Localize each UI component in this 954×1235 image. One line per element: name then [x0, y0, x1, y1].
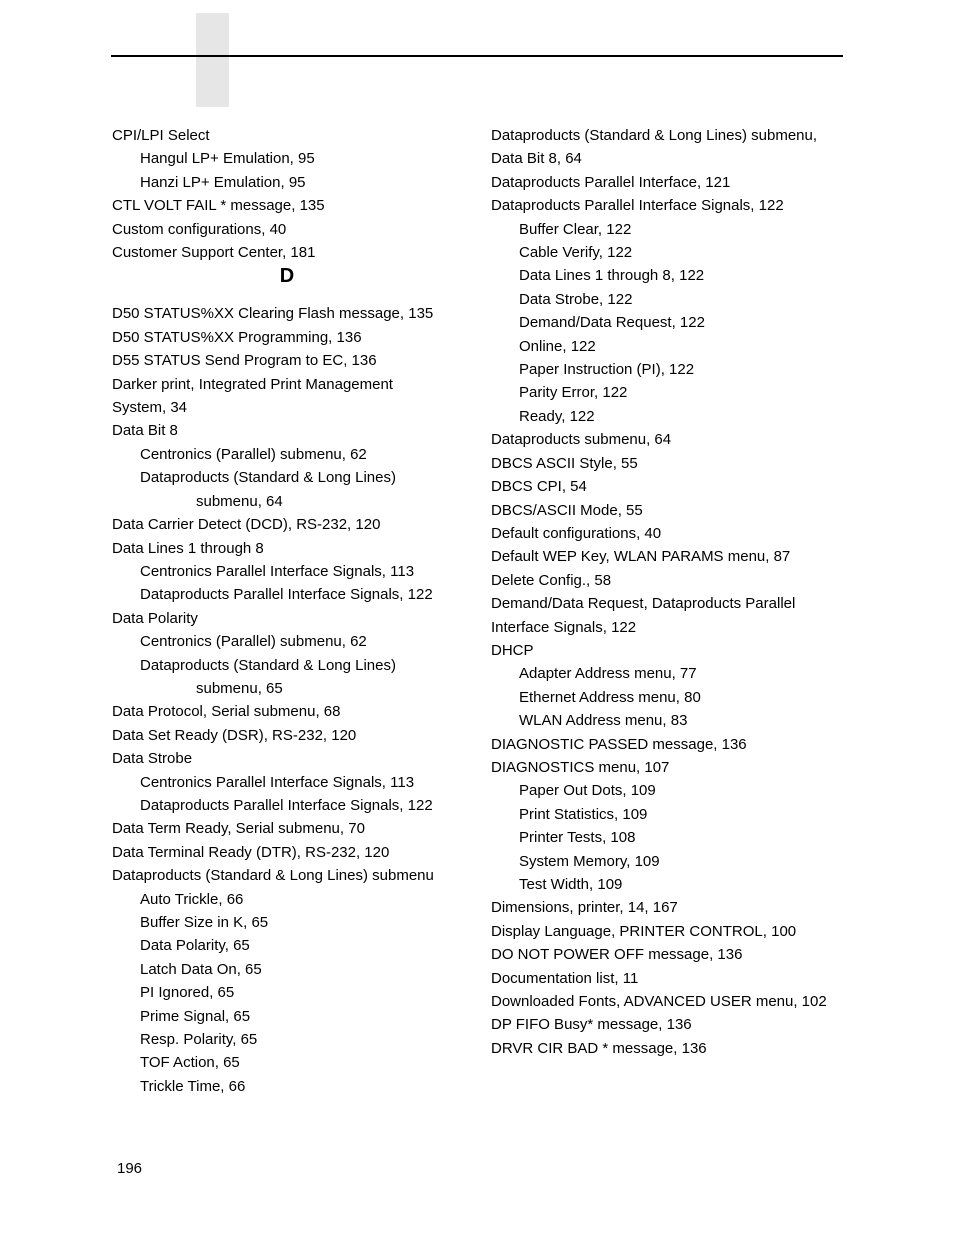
index-subentry-continuation: submenu, 65 — [196, 679, 283, 697]
index-subentry: Adapter Address menu, 77 — [519, 665, 697, 683]
index-subentry: Auto Trickle, 66 — [140, 890, 244, 908]
index-entry: DHCP — [491, 641, 534, 659]
section-letter-heading: D — [279, 265, 295, 288]
index-entry: D50 STATUS%XX Programming, 136 — [112, 328, 362, 346]
index-entry: D50 STATUS%XX Clearing Flash message, 135 — [112, 305, 434, 323]
index-entry: Dataproducts (Standard & Long Lines) submenu — [112, 867, 434, 885]
index-subentry: Parity Error, 122 — [519, 384, 628, 402]
index-subentry: WLAN Address menu, 83 — [519, 712, 688, 730]
index-entry: Dataproducts submenu, 64 — [491, 431, 672, 449]
index-subentry: Data Polarity, 65 — [140, 937, 250, 955]
index-subentry: Printer Tests, 108 — [519, 829, 636, 847]
index-subentry: Centronics (Parallel) submenu, 62 — [140, 633, 367, 651]
index-subentry: Data Lines 1 through 8, 122 — [519, 267, 705, 285]
index-subentry: Centronics (Parallel) submenu, 62 — [140, 445, 367, 463]
index-subentry: PI Ignored, 65 — [140, 984, 235, 1002]
index-subentry: Dataproducts Parallel Interface Signals, 122 — [140, 796, 433, 814]
index-subentry: Demand/Data Request, 122 — [519, 314, 705, 332]
index-subentry: Resp. Polarity, 65 — [140, 1031, 258, 1049]
index-subentry: Dataproducts Parallel Interface Signals, 122 — [140, 586, 433, 604]
index-subentry: System Memory, 109 — [519, 852, 660, 870]
index-subentry: Ethernet Address menu, 80 — [519, 688, 701, 706]
index-subentry: Paper Instruction (PI), 122 — [519, 361, 695, 379]
index-entry: Data Carrier Detect (DCD), RS-232, 120 — [112, 516, 381, 534]
index-entry: Data Strobe — [112, 750, 193, 768]
index-subentry: Online, 122 — [519, 337, 596, 355]
index-subentry: Centronics Parallel Interface Signals, 113 — [140, 773, 415, 791]
index-entry: Data Protocol, Serial submenu, 68 — [112, 703, 341, 721]
index-entry: Default configurations, 40 — [491, 524, 662, 542]
index-entry: DIAGNOSTICS menu, 107 — [491, 758, 670, 776]
index-subentry: Paper Out Dots, 109 — [519, 782, 656, 800]
index-entry: Dataproducts Parallel Interface, 121 — [491, 173, 731, 191]
index-entry: Downloaded Fonts, ADVANCED USER menu, 102 — [491, 993, 827, 1011]
index-subentry: Hanzi LP+ Emulation, 95 — [140, 173, 306, 191]
index-entry: Delete Config., 58 — [491, 571, 612, 589]
index-subentry: Print Statistics, 109 — [519, 805, 648, 823]
index-entry: DRVR CIR BAD * message, 136 — [491, 1039, 707, 1057]
index-subentry: Cable Verify, 122 — [519, 244, 633, 262]
index-subentry: Buffer Size in K, 65 — [140, 914, 269, 931]
index-entry: Display Language, PRINTER CONTROL, 100 — [491, 922, 797, 940]
index-entry: DP FIFO Busy* message, 136 — [491, 1016, 692, 1034]
index-entry: CTL VOLT FAIL * message, 135 — [112, 197, 325, 215]
index-subentry: Centronics Parallel Interface Signals, 113 — [140, 562, 415, 580]
index-entry: Darker print, Integrated Print Management — [112, 375, 393, 393]
index-entry: Dimensions, printer, 14, 167 — [491, 899, 678, 917]
index-entry: Data Set Ready (DSR), RS-232, 120 — [112, 726, 357, 744]
index-entry: Dataproducts Parallel Interface Signals, 122 — [491, 197, 784, 215]
index-subentry: Prime Signal, 65 — [140, 1007, 251, 1025]
index-entry: Data Terminal Ready (DTR), RS-232, 120 — [112, 843, 390, 861]
index-subentry: Dataproducts (Standard & Long Lines) — [140, 656, 396, 674]
index-entry: System, 34 — [112, 399, 188, 417]
header-rule — [111, 55, 843, 57]
page-number: 196 — [117, 1160, 143, 1177]
index-subentry: TOF Action, 65 — [140, 1054, 240, 1072]
index-entry: CPI/LPI Select — [112, 127, 210, 144]
index-subentry: Dataproducts (Standard & Long Lines) — [140, 469, 396, 487]
index-subentry: Trickle Time, 66 — [140, 1077, 246, 1095]
index-subentry-continuation: submenu, 64 — [196, 492, 283, 510]
index-subentry: Buffer Clear, 122 — [519, 220, 632, 238]
index-entry: Data Term Ready, Serial submenu, 70 — [112, 820, 365, 838]
index-entry: Data Polarity — [112, 609, 198, 627]
index-entry: Data Lines 1 through 8 — [112, 539, 264, 557]
index-subentry: Test Width, 109 — [519, 876, 623, 893]
index-entry: Default WEP Key, WLAN PARAMS menu, 87 — [491, 548, 791, 566]
index-subentry: Latch Data On, 65 — [140, 960, 262, 978]
index-column-left — [112, 124, 482, 1098]
index-subentry: Ready, 122 — [519, 407, 595, 425]
index-entry: DBCS CPI, 54 — [491, 478, 587, 496]
index-entry: Data Bit 8 — [112, 422, 178, 440]
index-subentry: Data Strobe, 122 — [519, 290, 633, 308]
index-entry: Customer Support Center, 181 — [112, 244, 316, 262]
index-column-right — [491, 124, 871, 1060]
index-entry: DIAGNOSTIC PASSED message, 136 — [491, 735, 747, 753]
index-entry: Dataproducts (Standard & Long Lines) submenu, — [491, 127, 818, 144]
index-entry: Data Bit 8, 64 — [491, 150, 582, 168]
index-entry: Custom configurations, 40 — [112, 220, 287, 238]
index-entry: DBCS ASCII Style, 55 — [491, 454, 638, 472]
index-entry: D55 STATUS Send Program to EC, 136 — [112, 352, 377, 370]
index-entry: Interface Signals, 122 — [491, 618, 637, 636]
index-subentry: Hangul LP+ Emulation, 95 — [140, 150, 315, 168]
index-entry: Demand/Data Request, Dataproducts Parallel — [491, 595, 796, 613]
header-tab-block — [196, 13, 229, 107]
index-entry: DO NOT POWER OFF message, 136 — [491, 946, 743, 964]
index-entry: DBCS/ASCII Mode, 55 — [491, 501, 643, 519]
index-entry: Documentation list, 11 — [491, 969, 639, 987]
